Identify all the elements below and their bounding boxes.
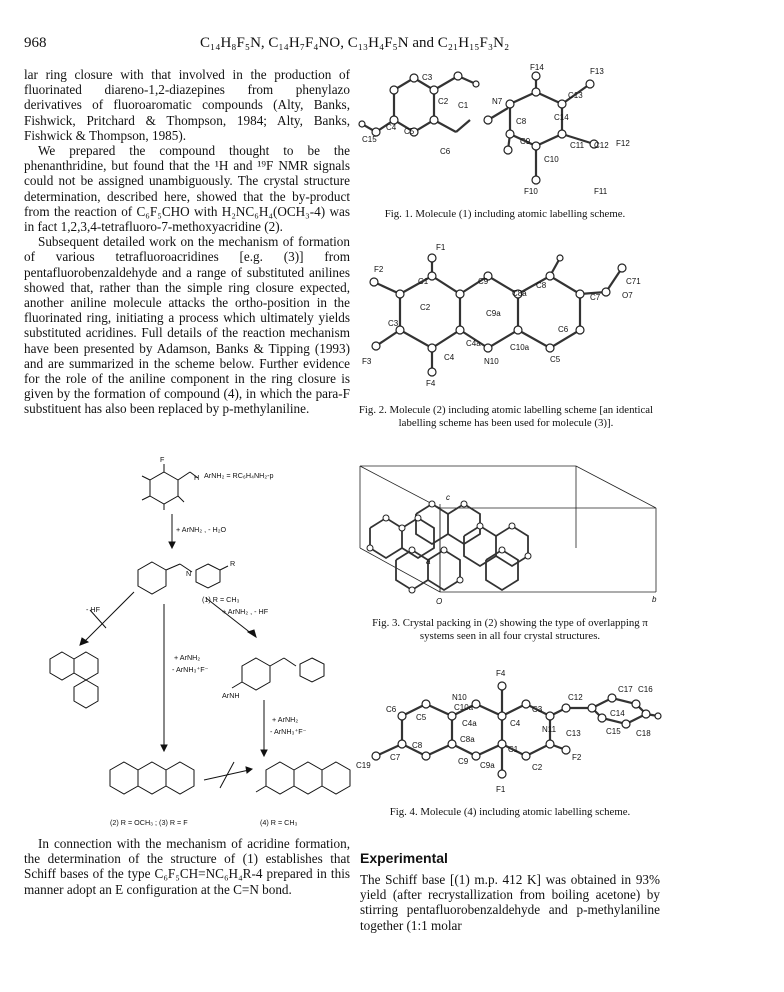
fig4-label: C19: [356, 761, 371, 770]
scheme-atom-n: N: [186, 569, 192, 578]
fig4-label: C8: [412, 741, 423, 750]
fig4-label: C18: [636, 729, 651, 738]
fig2-label: N10: [484, 357, 499, 366]
fig4-label: N11: [542, 725, 557, 734]
fig2-label: C5: [550, 355, 561, 364]
scheme-atom-h: H: [194, 473, 200, 482]
fig1-label: C14: [554, 113, 569, 122]
fig4-label: C3: [532, 705, 543, 714]
fig3-axis-a: a: [426, 557, 431, 566]
fig4-label: C17: [618, 685, 633, 694]
fig4-label: C4a: [462, 719, 477, 728]
fig1-label: C15: [362, 135, 377, 144]
fig1-label: F10: [524, 187, 538, 196]
scheme-step4a: + ArNH₂: [272, 715, 299, 724]
figure-1-molecule: [358, 62, 648, 208]
paragraph-1: lar ring closure with that involved in the production of fluorinated diareno-1,2-diazepines from phenylazo derivatives of fluoroaromatic compounds (Alty, Banks, Fishwick, Pritchard & Thompson, 1984; Alty, Banks, Fishwick & Thompson, 1985).: [24, 67, 350, 143]
fig1-label: F11: [594, 187, 608, 196]
fig2-label: C9: [478, 277, 489, 286]
scheme-atom-r: R: [230, 559, 236, 568]
fig4-label: C6: [386, 705, 397, 714]
scheme-reagent-note: ArNH₂ = RC₆H₄NH₂-p: [204, 471, 274, 480]
fig3-axis-c: c: [446, 493, 450, 502]
fig1-label: C4: [386, 123, 397, 132]
fig4-label: C16: [638, 685, 653, 694]
fig1-label: C6: [440, 147, 451, 156]
scheme-step3b: - ArNH₃⁺F⁻: [172, 665, 209, 674]
fig2-label: C2: [420, 303, 431, 312]
compound-23-label: (2) R = OCH₃ ; (3) R = F: [110, 818, 188, 827]
fig2-label: C4a: [466, 339, 481, 348]
fig4-label: C8a: [460, 735, 475, 744]
compound-1-label: (1) R = CH₃: [202, 595, 240, 604]
fig4-label: C14: [610, 709, 625, 718]
fig2-label: C7: [590, 293, 601, 302]
fig1-label: C11: [570, 141, 585, 150]
fig2-label: O7: [622, 291, 633, 300]
fig2-label: C1: [418, 277, 429, 286]
scheme-step3a: + ArNH₂: [174, 653, 201, 662]
fig4-label: C9: [458, 757, 469, 766]
page-number: 968: [24, 35, 47, 51]
fig4-label: N10: [452, 693, 467, 702]
fig1-label: F13: [590, 67, 604, 76]
fig4-label: C10a: [454, 703, 474, 712]
fig4-label: C7: [390, 753, 401, 762]
fig1-label: C13: [568, 91, 583, 100]
scheme-arnh: ArNH: [222, 691, 240, 700]
fig2-label: F4: [426, 379, 436, 386]
fig1-label: C12: [594, 141, 609, 150]
fig2-label: F2: [374, 265, 384, 274]
figure-3-packing: [356, 456, 662, 616]
experimental-paragraph: The Schiff base [(1) m.p. 412 K] was obtained in 93% yield (after recrystallization from boiling acetone) by stirring pentafluorobenzaldehyde and p-methylaniline together (1:1 molar: [360, 872, 660, 933]
fig2-label: C4: [444, 353, 455, 362]
scheme-step4b: - ArNH₃⁺F⁻: [270, 727, 307, 736]
fig1-label: F14: [530, 63, 544, 72]
fig4-label: C9a: [480, 761, 495, 770]
fig1-label: C9: [520, 137, 531, 146]
fig2-label: C3: [388, 319, 399, 328]
paragraph-4: In connection with the mechanism of acridine formation, the determination of the structure of (1) establishes that Schiff bases of the type C₆F₅CH=NC₆H₄R-4 prepared in this manner adopt an E configuration at the C=N bond.: [24, 836, 350, 897]
fig4-label: C2: [532, 763, 543, 772]
fig1-label: C10: [544, 155, 559, 164]
experimental-text: [360, 872, 660, 933]
compound-4-label: (4) R = CH₃: [260, 818, 298, 827]
scheme-minus-hf: - HF: [86, 605, 100, 614]
fig2-label: C71: [626, 277, 641, 286]
fig2-label: C10a: [510, 343, 530, 352]
fig1-label: N7: [492, 97, 503, 106]
fig4-label: F2: [572, 753, 582, 762]
fig4-label: C15: [606, 727, 621, 736]
reaction-scheme: [24, 452, 354, 832]
fig4-label: C4: [510, 719, 521, 728]
fig1-label: C8: [516, 117, 527, 126]
scheme-step2: + ArNH₂ , - HF: [222, 607, 269, 616]
paragraph-3: Subsequent detailed work on the mechanism of formation of various tetrafluoroacridines [e.g. (3)] from pentafluorobenzaldehyde and a range of substituted anilines showed that, rather than the simple ring closure expected, another aniline molecule attacks the ortho-position in the fluorinated ring, initiating a process which ultimately yields substituted acridines. Full details of the reaction mechanism have been presented by Adamson, Banks & Tipping (1993) and are summarized in the scheme below. Further evidence for the role of the aniline component in the ring closure is given by the formation of compound (4), in which the para-F substituent has also been replaced by p-methylaniline.: [24, 234, 350, 417]
fig3-axis-origin: O: [436, 597, 443, 606]
scheme-atom-f: F: [160, 455, 165, 464]
figure-2-caption: Fig. 2. Molecule (2) including atomic labelling scheme [an identical labelling scheme has been used for molecule (3)].: [358, 404, 654, 429]
fig4-label: F1: [496, 785, 506, 794]
fig2-label: C9a: [486, 309, 501, 318]
experimental-heading: Experimental: [360, 850, 448, 866]
fig2-label: C8a: [512, 289, 527, 298]
bottom-left-text: [24, 836, 350, 897]
figure-3-caption: Fig. 3. Crystal packing in (2) showing the type of overlapping π systems seen in all four crystal structures.: [372, 617, 648, 642]
figure-4-molecule: [356, 660, 662, 800]
fig2-label: C8: [536, 281, 547, 290]
figure-2-molecule: [360, 236, 650, 386]
figure-1-caption: Fig. 1. Molecule (1) including atomic labelling scheme.: [384, 208, 626, 220]
figure-4-caption: Fig. 4. Molecule (4) including atomic labelling scheme.: [389, 806, 631, 818]
fig2-label: F3: [362, 357, 372, 366]
running-title: C₁₄H₈F₅N, C₁₄H₇F₄NO, C₁₃H₄F₅N and C₂₁H₁₅F₃N₂: [200, 35, 510, 51]
fig1-label: C1: [458, 101, 469, 110]
scheme-step1: + ArNH₂ , - H₂O: [176, 525, 227, 534]
fig1-label: C3: [422, 73, 433, 82]
fig4-label: C5: [416, 713, 427, 722]
fig4-label: C1: [508, 745, 519, 754]
fig3-axis-b: b: [652, 595, 657, 604]
fig1-label: C5: [404, 127, 415, 136]
fig2-label: F1: [436, 243, 446, 252]
fig4-label: C12: [568, 693, 583, 702]
paragraph-2: We prepared the compound thought to be the phenanthridine, but found that the ¹H and ¹⁹F NMR signals could not be assigned unambiguously. The crystal structure determination, described here, showed that the by-product from the reaction of C₆F₅CHO with H₂NC₆H₄(OCH₃-4) was in fact 1,2,3,4-tetrafluoro-7-methoxyacridine (2).: [24, 143, 350, 235]
fig4-label: F4: [496, 669, 506, 678]
fig4-label: C13: [566, 729, 581, 738]
fig1-label: C2: [438, 97, 449, 106]
fig2-label: C6: [558, 325, 569, 334]
left-column: [24, 67, 350, 417]
fig1-label: F12: [616, 139, 630, 148]
